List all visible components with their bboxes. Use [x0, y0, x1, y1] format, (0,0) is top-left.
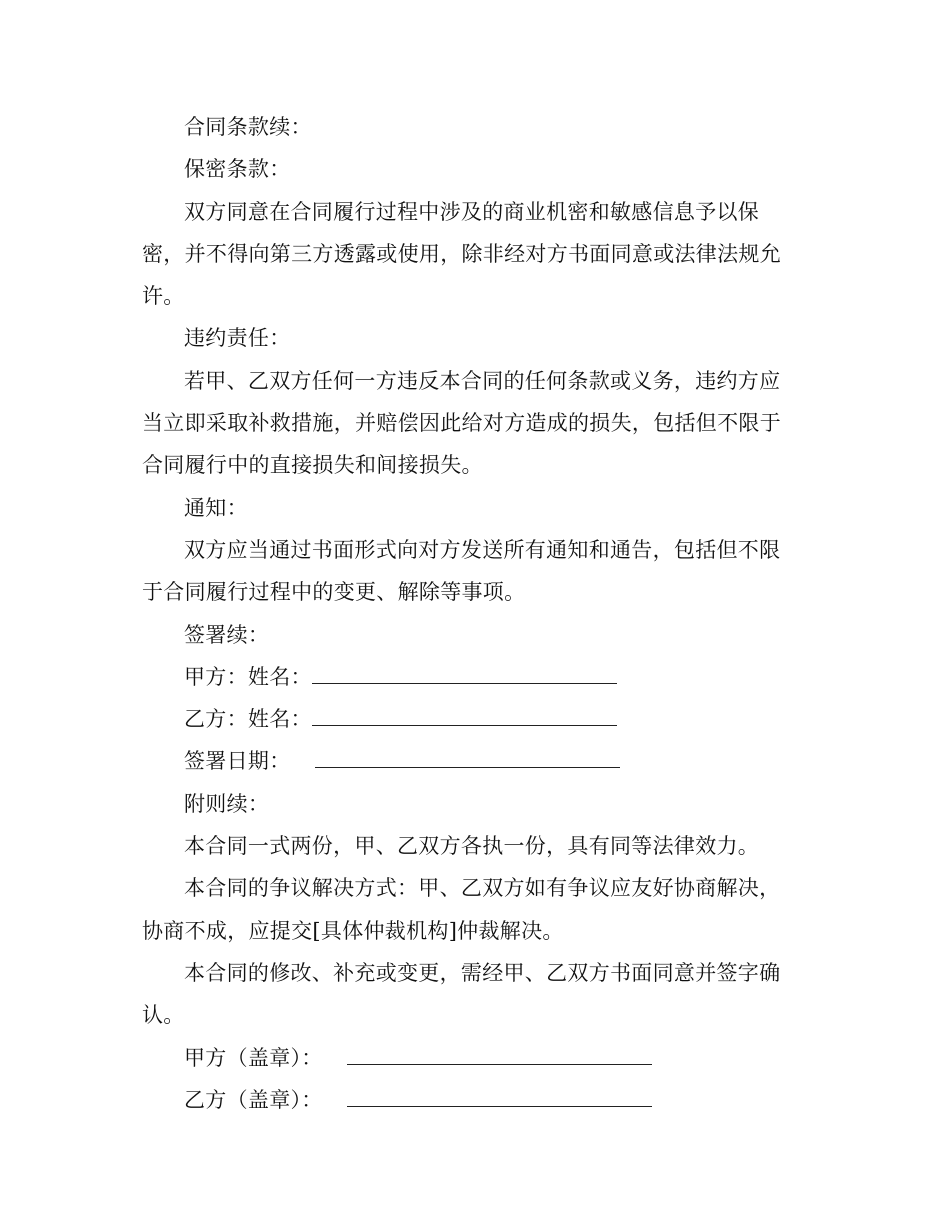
party-b-seal-label: 乙方（盖章）：	[184, 1087, 323, 1112]
notice-text-line: 于合同履行过程中的变更、解除等事项。	[142, 580, 526, 605]
heading-supplementary-continued: 附则续：	[184, 791, 270, 816]
party-a-seal-line	[347, 1046, 652, 1065]
notice-text-line: 双方应当通过书面形式向对方发送所有通知和通告，包括但不限	[184, 537, 781, 562]
party-b-name-row	[142, 698, 802, 740]
party-b-name-signature-line	[312, 707, 617, 726]
party-a-name-label: 甲方：姓名：	[184, 664, 312, 689]
document-body	[142, 106, 802, 1121]
party-b-seal-line	[347, 1088, 652, 1107]
party-a-seal-row	[142, 1037, 802, 1079]
party-b-name-label: 乙方：姓名：	[184, 707, 312, 732]
party-a-name-row	[142, 656, 802, 698]
party-a-seal-label: 甲方（盖章）：	[184, 1045, 323, 1070]
heading-notice: 通知：	[184, 495, 248, 520]
heading-signing-continued: 签署续：	[184, 622, 270, 647]
breach-text-line: 若甲、乙双方任何一方违反本合同的任何条款或义务，违约方应	[184, 368, 781, 393]
breach-text-line: 合同履行中的直接损失和间接损失。	[142, 453, 483, 478]
heading-breach-liability: 违约责任：	[184, 326, 291, 351]
signing-date-label: 签署日期：	[184, 749, 291, 774]
confidentiality-text-line: 许。	[142, 284, 185, 309]
amendment-text-line: 本合同的修改、补充或变更，需经甲、乙双方书面同意并签字确	[184, 960, 781, 985]
breach-text-line: 当立即采取补救措施，并赔偿因此给对方造成的损失，包括但不限于	[142, 411, 781, 436]
heading-confidentiality: 保密条款：	[184, 157, 291, 182]
party-a-name-signature-line	[312, 665, 617, 684]
dispute-text-line: 本合同的争议解决方式：甲、乙双方如有争议应友好协商解决，	[184, 876, 781, 901]
heading-contract-continued: 合同条款续：	[184, 115, 312, 139]
copies-text-line: 本合同一式两份，甲、乙双方各执一份，具有同等法律效力。	[184, 834, 760, 859]
signing-date-row	[142, 740, 802, 782]
dispute-text-line: 协商不成，应提交[具体仲裁机构]仲裁解决。	[142, 918, 564, 943]
signing-date-line	[315, 749, 620, 768]
confidentiality-text-line: 密，并不得向第三方透露或使用，除非经对方书面同意或法律法规允	[142, 241, 781, 266]
amendment-text-line: 认。	[142, 1003, 185, 1028]
party-b-seal-row	[142, 1079, 802, 1121]
confidentiality-text-line: 双方同意在合同履行过程中涉及的商业机密和敏感信息予以保	[184, 199, 760, 224]
